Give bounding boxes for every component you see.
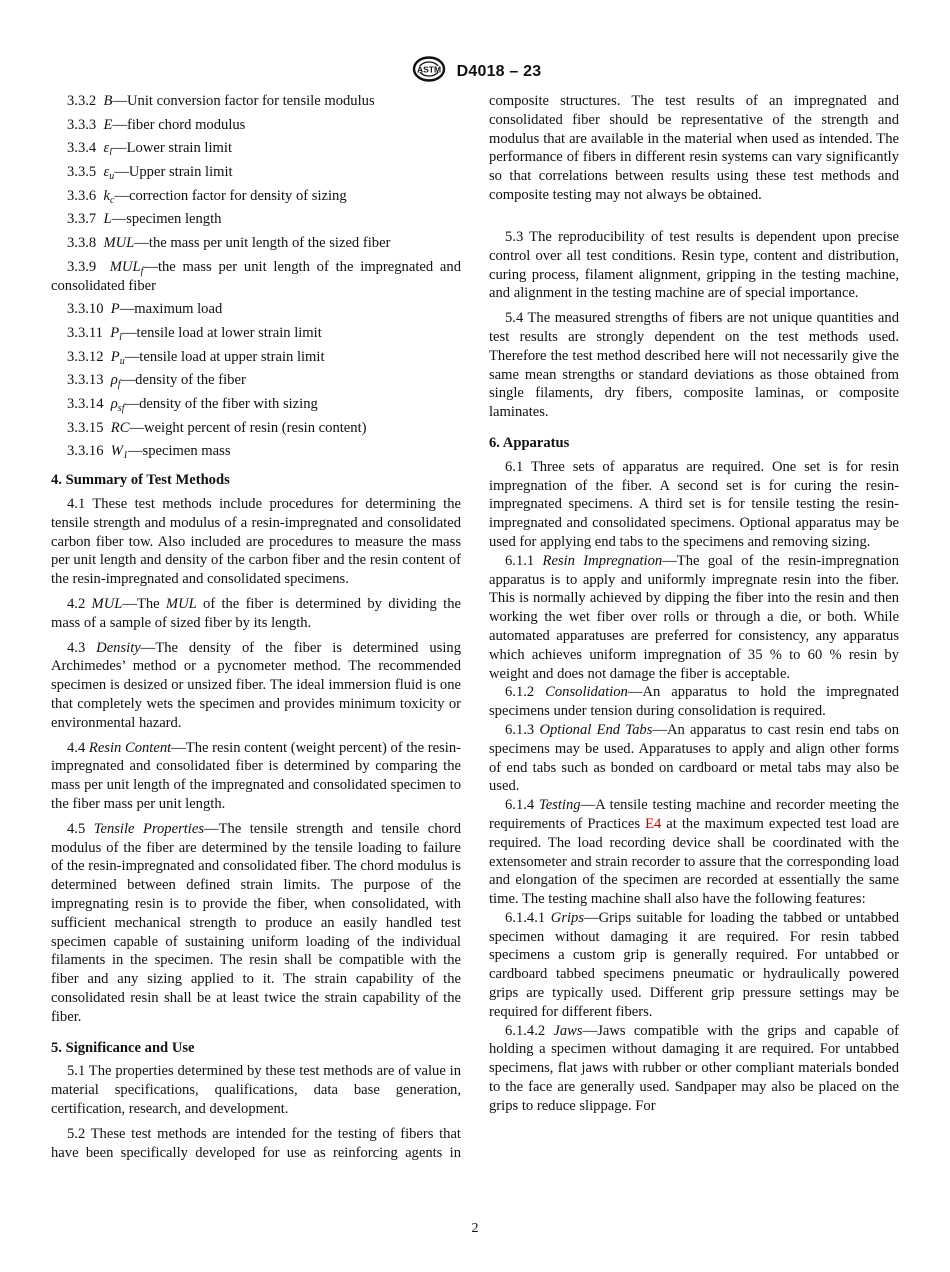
definition-item: 3.3.12 $P_u—tensile$ load at upper strain limit — [67, 348, 325, 367]
definition-item: 3.3.6 $k_c—correction$ factor for density of sizing — [67, 187, 347, 206]
paragraph-4-4: 4.4 Resin Content—The resin content (weight percent) of the resin-impregnated and consolidated fiber is determined by comparing the mass per unit length of the impregnated and consolidated specimen to the fiber mass per unit length. — [51, 739, 461, 812]
definition-item: 3.3.5 $\varepsilon_u—Upper$ strain limit — [67, 164, 233, 183]
paragraph-6-1-4-1: 6.1.4.1 Grips—Grips suitable for loading the tabbed or untabbed specimen without damaging it are required. For resin tabbed specimens a custom grip is generally required. For untabbed or cardboard tabbed specimens pneumatic or hydraulically powered grips are typically used. Different grip pressure settings may be required for different fibers. — [489, 909, 900, 1020]
paragraph-6-1-3: 6.1.3 Optional End Tabs—An apparatus to cast resin end tabs on specimens may be used. Apparatuses to apply and align other forms of end tabs such as bonded on cardboard or metal tabs may also be used. — [489, 721, 899, 795]
paragraph-5-4: 5.4 The measured strengths of fibers are not unique quantities and test results are strongly dependent on the test methods used. Therefore the test method described here will not necessarily give the same mean strengths or standard deviations as those obtained from single filaments, dry fibers, composite laminas, or composite laminates. — [489, 310, 899, 421]
section-heading-apparatus: 6. Apparatus — [489, 434, 570, 451]
astm-logo-icon — [409, 56, 449, 87]
definition-item: 3.3.3 E—fiber chord modulus — [67, 116, 246, 133]
paragraph-6-1-1: 6.1.1 Resin Impregnation—The goal of the resin-impregnation apparatus is to apply and uniformly impregnate resin into the fiber. This is normally achieved by dipping the fiber into the resin and then working the wet fiber over rolls or through a die, or both. While automated apparatuses are preferred for consistency, any apparatus which achieves uniform impregnation of 35 % to 60 % resin by weight and does not damage the fiber is acceptable. — [489, 552, 899, 682]
definition-item: 3.3.9 $MUL_f—the$ mass per unit length of the impregnated and consolidated fiber — [51, 258, 462, 294]
paragraph-4-1: 4.1 These test methods include procedures for determining the tensile strength and modulus of a resin-impregnated and consolidated carbon fiber tow. Also included are procedures to measure the mass per unit length and density of the carbon fiber and the resin content of the resin-impregnated and consolidated specimens. — [51, 496, 461, 588]
paragraph-6-1-4-2: 6.1.4.2 Jaws—Jaws compatible with the grips and capable of holding a specimen without damaging it are required. For untabbed specimens, flat jaws with rubber or other compliant materials bonded to the face are generally used. Sandpaper may also be placed on the grips to reduce slippage. For — [489, 1022, 899, 1114]
paragraph-5-1: 5.1 The properties determined by these test methods are of value in material specifications, qualifications, data base generation, certification, research, and development. — [51, 1063, 461, 1117]
definition-item: 3.3.15 RC—weight percent of resin (resin content) — [67, 419, 367, 436]
definition-item: 3.3.8 MUL—the mass per unit length of the sized fiber — [67, 235, 391, 252]
definition-item: 3.3.13 $\rho_f—density$ of the fiber — [67, 372, 246, 391]
logo-text: ASTM — [416, 64, 441, 75]
definition-item: 3.3.16 $W_1—specimen$ mass — [67, 443, 231, 462]
left-column — [51, 92, 461, 1163]
definitions-list — [51, 92, 461, 461]
definition-item: 3.3.11 $P_l—tensile$ load at lower strain limit — [67, 324, 322, 343]
section-heading-significance: 5. Significance and Use — [51, 1039, 195, 1056]
page-header — [0, 56, 950, 87]
paragraph-4-3: 4.3 Density—The density of the fiber is determined using Archimedes’ method or a pycnometer method. The recommended specimen is desized or unsized fiber. The ideal immersion fluid is one that completely wets the specimen and provides minimum toxicity or environmental hazard. — [51, 639, 462, 731]
practice-e4-link[interactable]: E4 — [645, 815, 662, 832]
paragraph-4-2: 4.2 MUL—The MUL of the fiber is determined by dividing the mass of a sample of sized fiber by its length. — [51, 596, 461, 631]
section-heading-summary: 4. Summary of Test Methods — [51, 472, 230, 489]
definition-item: 3.3.7 L—specimen length — [67, 211, 222, 228]
definition-item: 3.3.10 P—maximum load — [67, 301, 223, 318]
paragraph-6-1: 6.1 Three sets of apparatus are required. One set is for resin impregnation of the fiber. A second set is for curing the resin-impregnated specimens. A third set is for tensile testing the resin-impregnated and consolidated specimens. Optional apparatus may be used for applying end tabs to the specimens and removing sizing. — [489, 458, 899, 550]
paragraph-5-3: 5.3 The reproducibility of test results is dependent upon precise control over all test conditions. Resin type, content and distribution, curing process, filament alignment, gripping in the testing machine, and alignment in the testing machine are of special importance. — [489, 229, 899, 302]
definition-item: 3.3.14 $\rho_{sf}—density$ of the fiber with sizing — [67, 396, 318, 415]
paragraph-5-2: 5.2 These test methods are intended for the testing of fibers that have been specifically developed for use as reinforcing agents in — [51, 1125, 461, 1161]
paragraph-5-2-continued-text: composite structures. The test results of an impregnated and consolidated fiber should be representative of the strength and modulus that are available in the material when used as intended. The performance of fibers in different resin systems can vary significantly so that correlations between results using these test methods and composite testing may not always be obtained. — [489, 93, 899, 203]
right-column — [489, 92, 899, 1116]
definition-item: 3.3.4 $\varepsilon_l—Lower$ strain limit — [67, 140, 233, 159]
paragraph-6-1-2: 6.1.2 Consolidation—An apparatus to hold the impregnated specimens under tension during consolidation is required. — [489, 684, 899, 720]
definition-item: 3.3.2 B—Unit conversion factor for tensile modulus — [67, 93, 375, 109]
document-id: D4018 – 23 — [456, 62, 542, 80]
page-number: 2 — [471, 1221, 479, 1236]
paragraph-4-5: 4.5 Tensile Properties—The tensile strength and tensile chord modulus of the fiber are determined by the tensile loading to failure of the resin-impregnated and consolidated fiber. The chord modulus is determined between defined strain limits. The purpose of the impregnating resin is to provide the fiber, when consolidated, with sufficient mechanical strength to produce an easily handled test specimen capable of sustaining uniform loading of the individual filaments in the specimen. The resin shall be compatible with the fiber and any sizing applied to it. The strain capability of the consolidated resin shall be at least twice the strain capability of the fiber. — [51, 820, 461, 1025]
paragraph-6-1-4: 6.1.4 Testing—A tensile testing machine and recorder meeting the requirements of Practices E4 at the maximum expected test load are required. The load recording device shall be coordinated with the extensometer and strain recorder to assure that the corresponding load and elongation of the specimen are recorded at essentially the same time. The testing machine shall also have the following features: — [489, 797, 899, 908]
paragraph-5-2-continued — [489, 92, 899, 222]
